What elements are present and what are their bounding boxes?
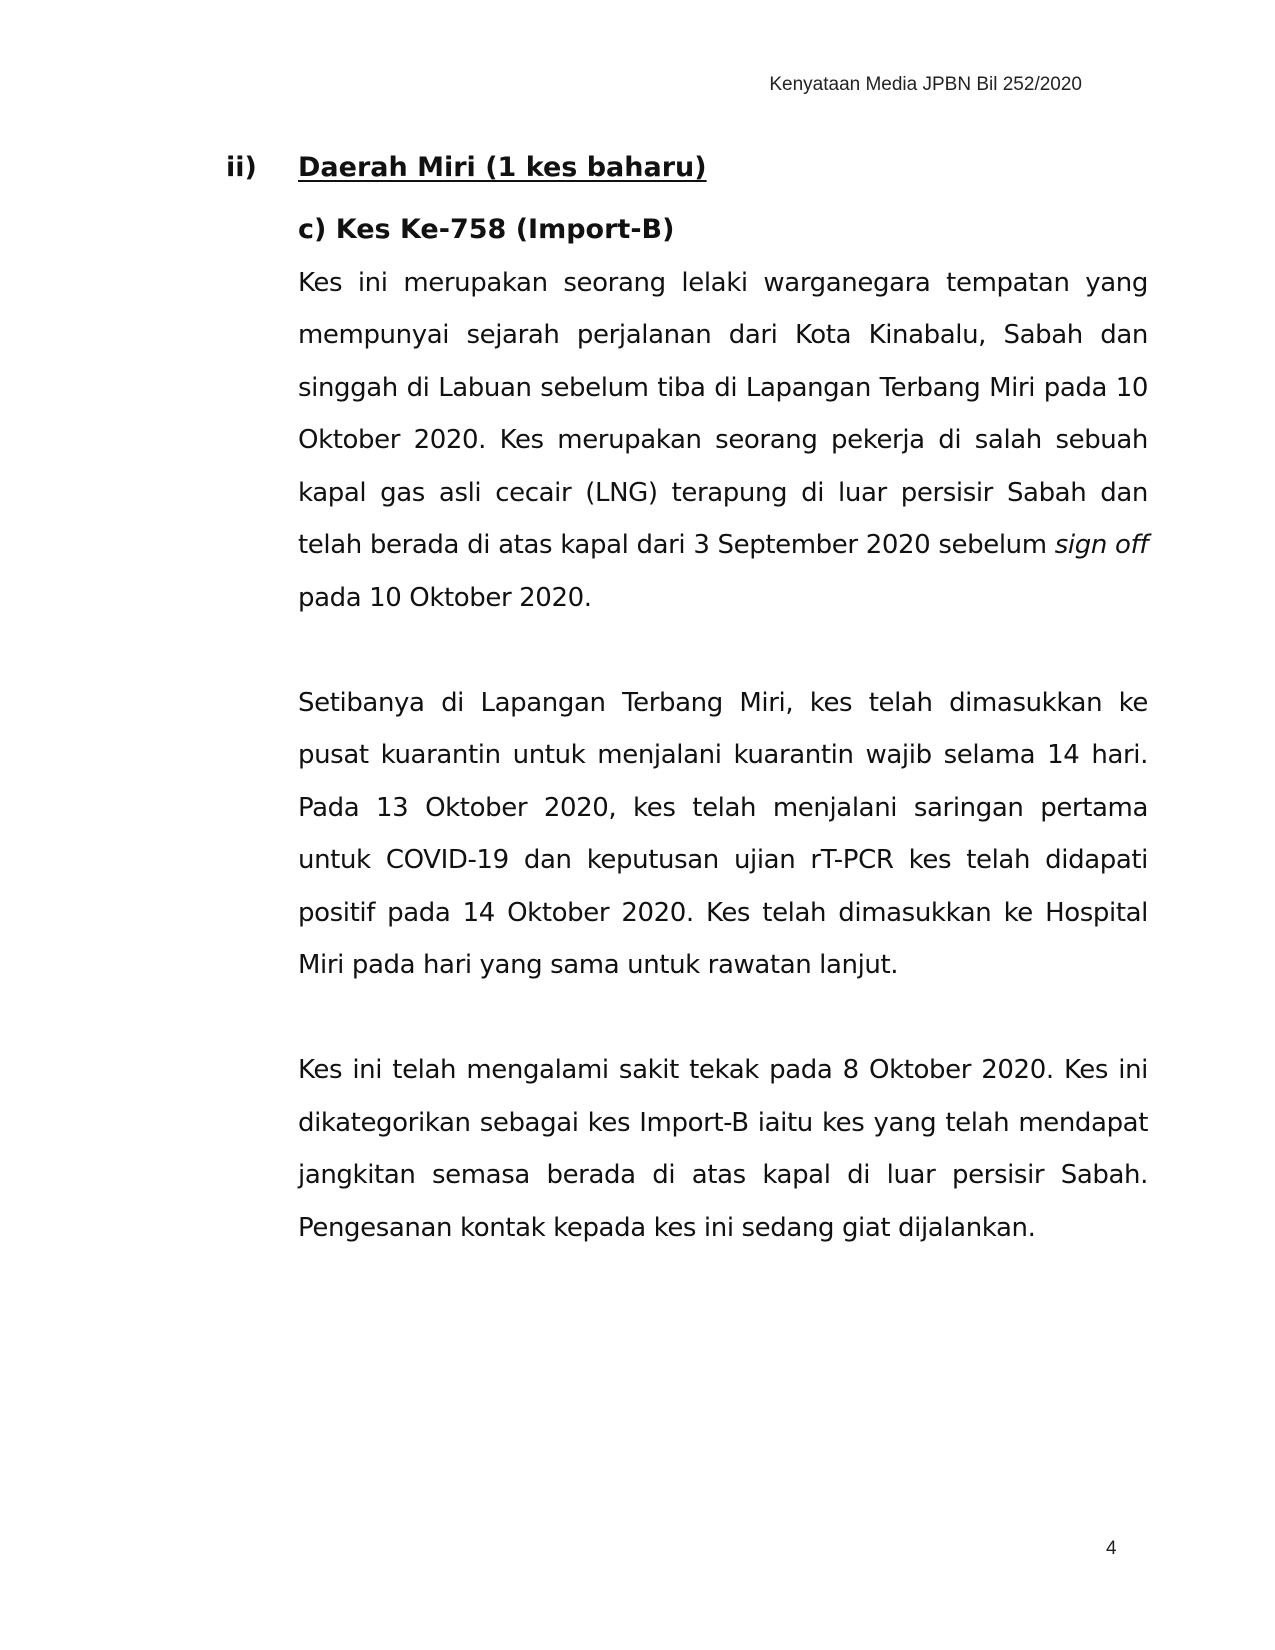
paragraph-text: Kes ini merupakan seorang lelaki warganegara tempatan yang mempunyai sejarah perjalanan dari Kota Kinabalu, Sabah dan singgah di Labuan sebelum tiba di Lapangan Terbang Miri pada 10 Oktober 2020. Kes merupakan seorang pekerja di salah sebuah kapal gas asli cecair (LNG) terapung di luar persisir Sabah dan telah berada di atas kapal dari 3 September 2020 sebelum	[298, 267, 1148, 560]
case-title: c) Kes Ke-758 (Import-B)	[298, 214, 675, 245]
section-title: Daerah Miri (1 kes baharu)	[298, 152, 707, 183]
section-number: ii)	[226, 152, 257, 183]
page-number: 4	[1106, 1538, 1117, 1559]
section-heading	[226, 152, 707, 183]
paragraph-text: pada 10 Oktober 2020.	[298, 582, 592, 613]
paragraph-travel-history	[298, 257, 1148, 625]
italic-term: sign off	[1054, 530, 1148, 560]
paragraph-quarantine: Setibanya di Lapangan Terbang Miri, kes telah dimasukkan ke pusat kuarantin untuk menjalani kuarantin wajib selama 14 hari. Pada 13 Oktober 2020, kes telah menjalani saringan pertama untuk COVID-19 dan keputusan ujian rT-PCR kes telah didapati positif pada 14 Oktober 2020. Kes telah dimasukkan ke Hospital Miri pada hari yang sama untuk rawatan lanjut.	[298, 687, 1148, 980]
document-header: Kenyataan Media JPBN Bil 252/2020	[769, 74, 1082, 95]
paragraph-symptoms: Kes ini telah mengalami sakit tekak pada 8 Oktober 2020. Kes ini dikategorikan sebagai kes Import-B iaitu kes yang telah mendapat jangkitan semasa berada di atas kapal di luar persisir Sabah. Pengesanan kontak kepada kes ini sedang giat dijalankan.	[298, 1055, 1148, 1243]
document-body	[298, 204, 1148, 1254]
